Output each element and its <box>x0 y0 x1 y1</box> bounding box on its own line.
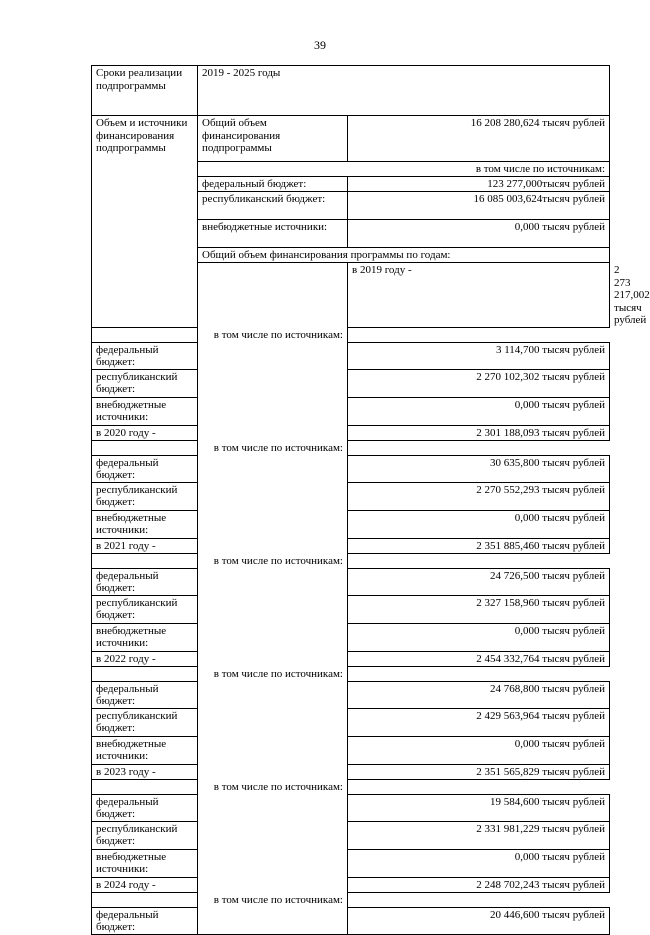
source-label: внебюджетные источники: <box>92 397 198 425</box>
passport-table <box>91 65 650 935</box>
source-value: 2 327 158,960 тысяч рублей <box>348 595 610 623</box>
source-value: 0,000 тысяч рублей <box>348 397 610 425</box>
year-source-row <box>92 455 610 482</box>
terms-row <box>92 66 610 116</box>
source-value: 3 114,700 тысяч рублей <box>348 342 610 369</box>
source-label: республиканский бюджет: <box>92 821 198 849</box>
year-source-row <box>92 821 610 849</box>
by-years-heading: Общий объем финансирования программы по годам: <box>198 248 610 263</box>
year-total-value: 2 248 702,243 тысяч рублей <box>348 877 610 892</box>
summary-total-row <box>92 116 610 162</box>
year-total-row: в 2019 году - 2 273 217,002 тысяч рублей <box>92 263 610 328</box>
year-by-sources: в том числе по источникам: <box>92 553 348 568</box>
year-source-row <box>92 736 610 764</box>
year-by-sources-row <box>92 440 610 455</box>
source-label: республиканский бюджет: <box>92 482 198 510</box>
year-total-row <box>92 651 610 666</box>
year-by-sources: в том числе по источникам: <box>92 440 348 455</box>
year-by-sources-row <box>92 327 610 342</box>
year-by-sources: в том числе по источникам: <box>92 779 348 794</box>
year-total-value: 2 454 332,764 тысяч рублей <box>348 651 610 666</box>
year-source-row <box>92 623 610 651</box>
source-value: 24 726,500 тысяч рублей <box>348 568 610 595</box>
summary-total-value: 16 208 280,624 тысяч рублей <box>348 116 610 162</box>
source-label: федеральный бюджет: <box>92 568 198 595</box>
source-value: 0,000 тысяч рублей <box>348 849 610 877</box>
year-source-row <box>92 342 610 369</box>
year-source-row <box>92 708 610 736</box>
source-label: федеральный бюджет: <box>92 342 198 369</box>
summary-federal-value: 123 277,000тысяч рублей <box>348 177 610 192</box>
source-label: внебюджетные источники: <box>92 510 198 538</box>
year-total-row <box>92 764 610 779</box>
source-label: внебюджетные источники: <box>92 736 198 764</box>
year-by-sources-row <box>92 892 610 907</box>
year-total-value: 2 301 188,093 тысяч рублей <box>348 425 610 440</box>
source-label: федеральный бюджет: <box>92 681 198 708</box>
year-total-row <box>92 877 610 892</box>
terms-label: Сроки реализации подпрограммы <box>92 66 198 116</box>
year-label: в 2024 году - <box>92 877 198 892</box>
year-by-sources: в том числе по источникам: <box>92 892 348 907</box>
year-by-sources-row <box>92 553 610 568</box>
summary-extra-value: 0,000 тысяч рублей <box>348 220 610 248</box>
source-label: федеральный бюджет: <box>92 907 198 934</box>
year-label: в 2023 году - <box>92 764 198 779</box>
year-source-row <box>92 794 610 821</box>
empty-left-cell <box>198 263 348 935</box>
year-source-row <box>92 369 610 397</box>
year-total-row <box>92 425 610 440</box>
source-label: внебюджетные источники: <box>92 623 198 651</box>
source-label: внебюджетные источники: <box>92 849 198 877</box>
year-label: в 2019 году - <box>348 263 610 328</box>
source-value: 0,000 тысяч рублей <box>348 510 610 538</box>
year-total-value: 2 351 565,829 тысяч рублей <box>348 764 610 779</box>
summary-republic-value: 16 085 003,624тысяч рублей <box>348 192 610 220</box>
year-source-row <box>92 849 610 877</box>
source-value: 0,000 тысяч рублей <box>348 623 610 651</box>
year-by-sources: в том числе по источникам: <box>92 666 348 681</box>
year-source-row <box>92 681 610 708</box>
year-source-row <box>92 510 610 538</box>
source-label: республиканский бюджет: <box>92 595 198 623</box>
page-number: 39 <box>314 38 326 52</box>
year-total-row <box>92 538 610 553</box>
year-total-value: 2 351 885,460 тысяч рублей <box>348 538 610 553</box>
summary-federal-label: федеральный бюджет: <box>198 177 348 192</box>
source-label: федеральный бюджет: <box>92 455 198 482</box>
source-value: 24 768,800 тысяч рублей <box>348 681 610 708</box>
terms-value: 2019 - 2025 годы <box>198 66 610 116</box>
year-by-sources: в том числе по источникам: <box>92 327 348 342</box>
source-value: 0,000 тысяч рублей <box>348 736 610 764</box>
year-by-sources-row <box>92 666 610 681</box>
summary-by-sources: в том числе по источникам: <box>198 162 610 177</box>
source-value: 30 635,800 тысяч рублей <box>348 455 610 482</box>
year-source-row <box>92 595 610 623</box>
source-label: республиканский бюджет: <box>92 369 198 397</box>
source-value: 19 584,600 тысяч рублей <box>348 794 610 821</box>
year-label: в 2022 году - <box>92 651 198 666</box>
source-label: республиканский бюджет: <box>92 708 198 736</box>
year-source-row <box>92 482 610 510</box>
source-value: 2 270 552,293 тысяч рублей <box>348 482 610 510</box>
summary-republic-label: республиканский бюджет: <box>198 192 348 220</box>
year-by-sources-row <box>92 779 610 794</box>
year-label: в 2020 году - <box>92 425 198 440</box>
year-source-row <box>92 568 610 595</box>
summary-total-label: Общий объем финансирования подпрограммы <box>198 116 348 162</box>
year-source-row <box>92 397 610 425</box>
year-source-row <box>92 907 610 934</box>
source-label: федеральный бюджет: <box>92 794 198 821</box>
source-value: 2 331 981,229 тысяч рублей <box>348 821 610 849</box>
summary-extra-label: внебюджетные источники: <box>198 220 348 248</box>
volume-label: Объем и источники финансирования подпрограммы <box>92 116 198 328</box>
year-label: в 2021 году - <box>92 538 198 553</box>
source-value: 2 270 102,302 тысяч рублей <box>348 369 610 397</box>
source-value: 2 429 563,964 тысяч рублей <box>348 708 610 736</box>
source-value: 20 446,600 тысяч рублей <box>348 907 610 934</box>
